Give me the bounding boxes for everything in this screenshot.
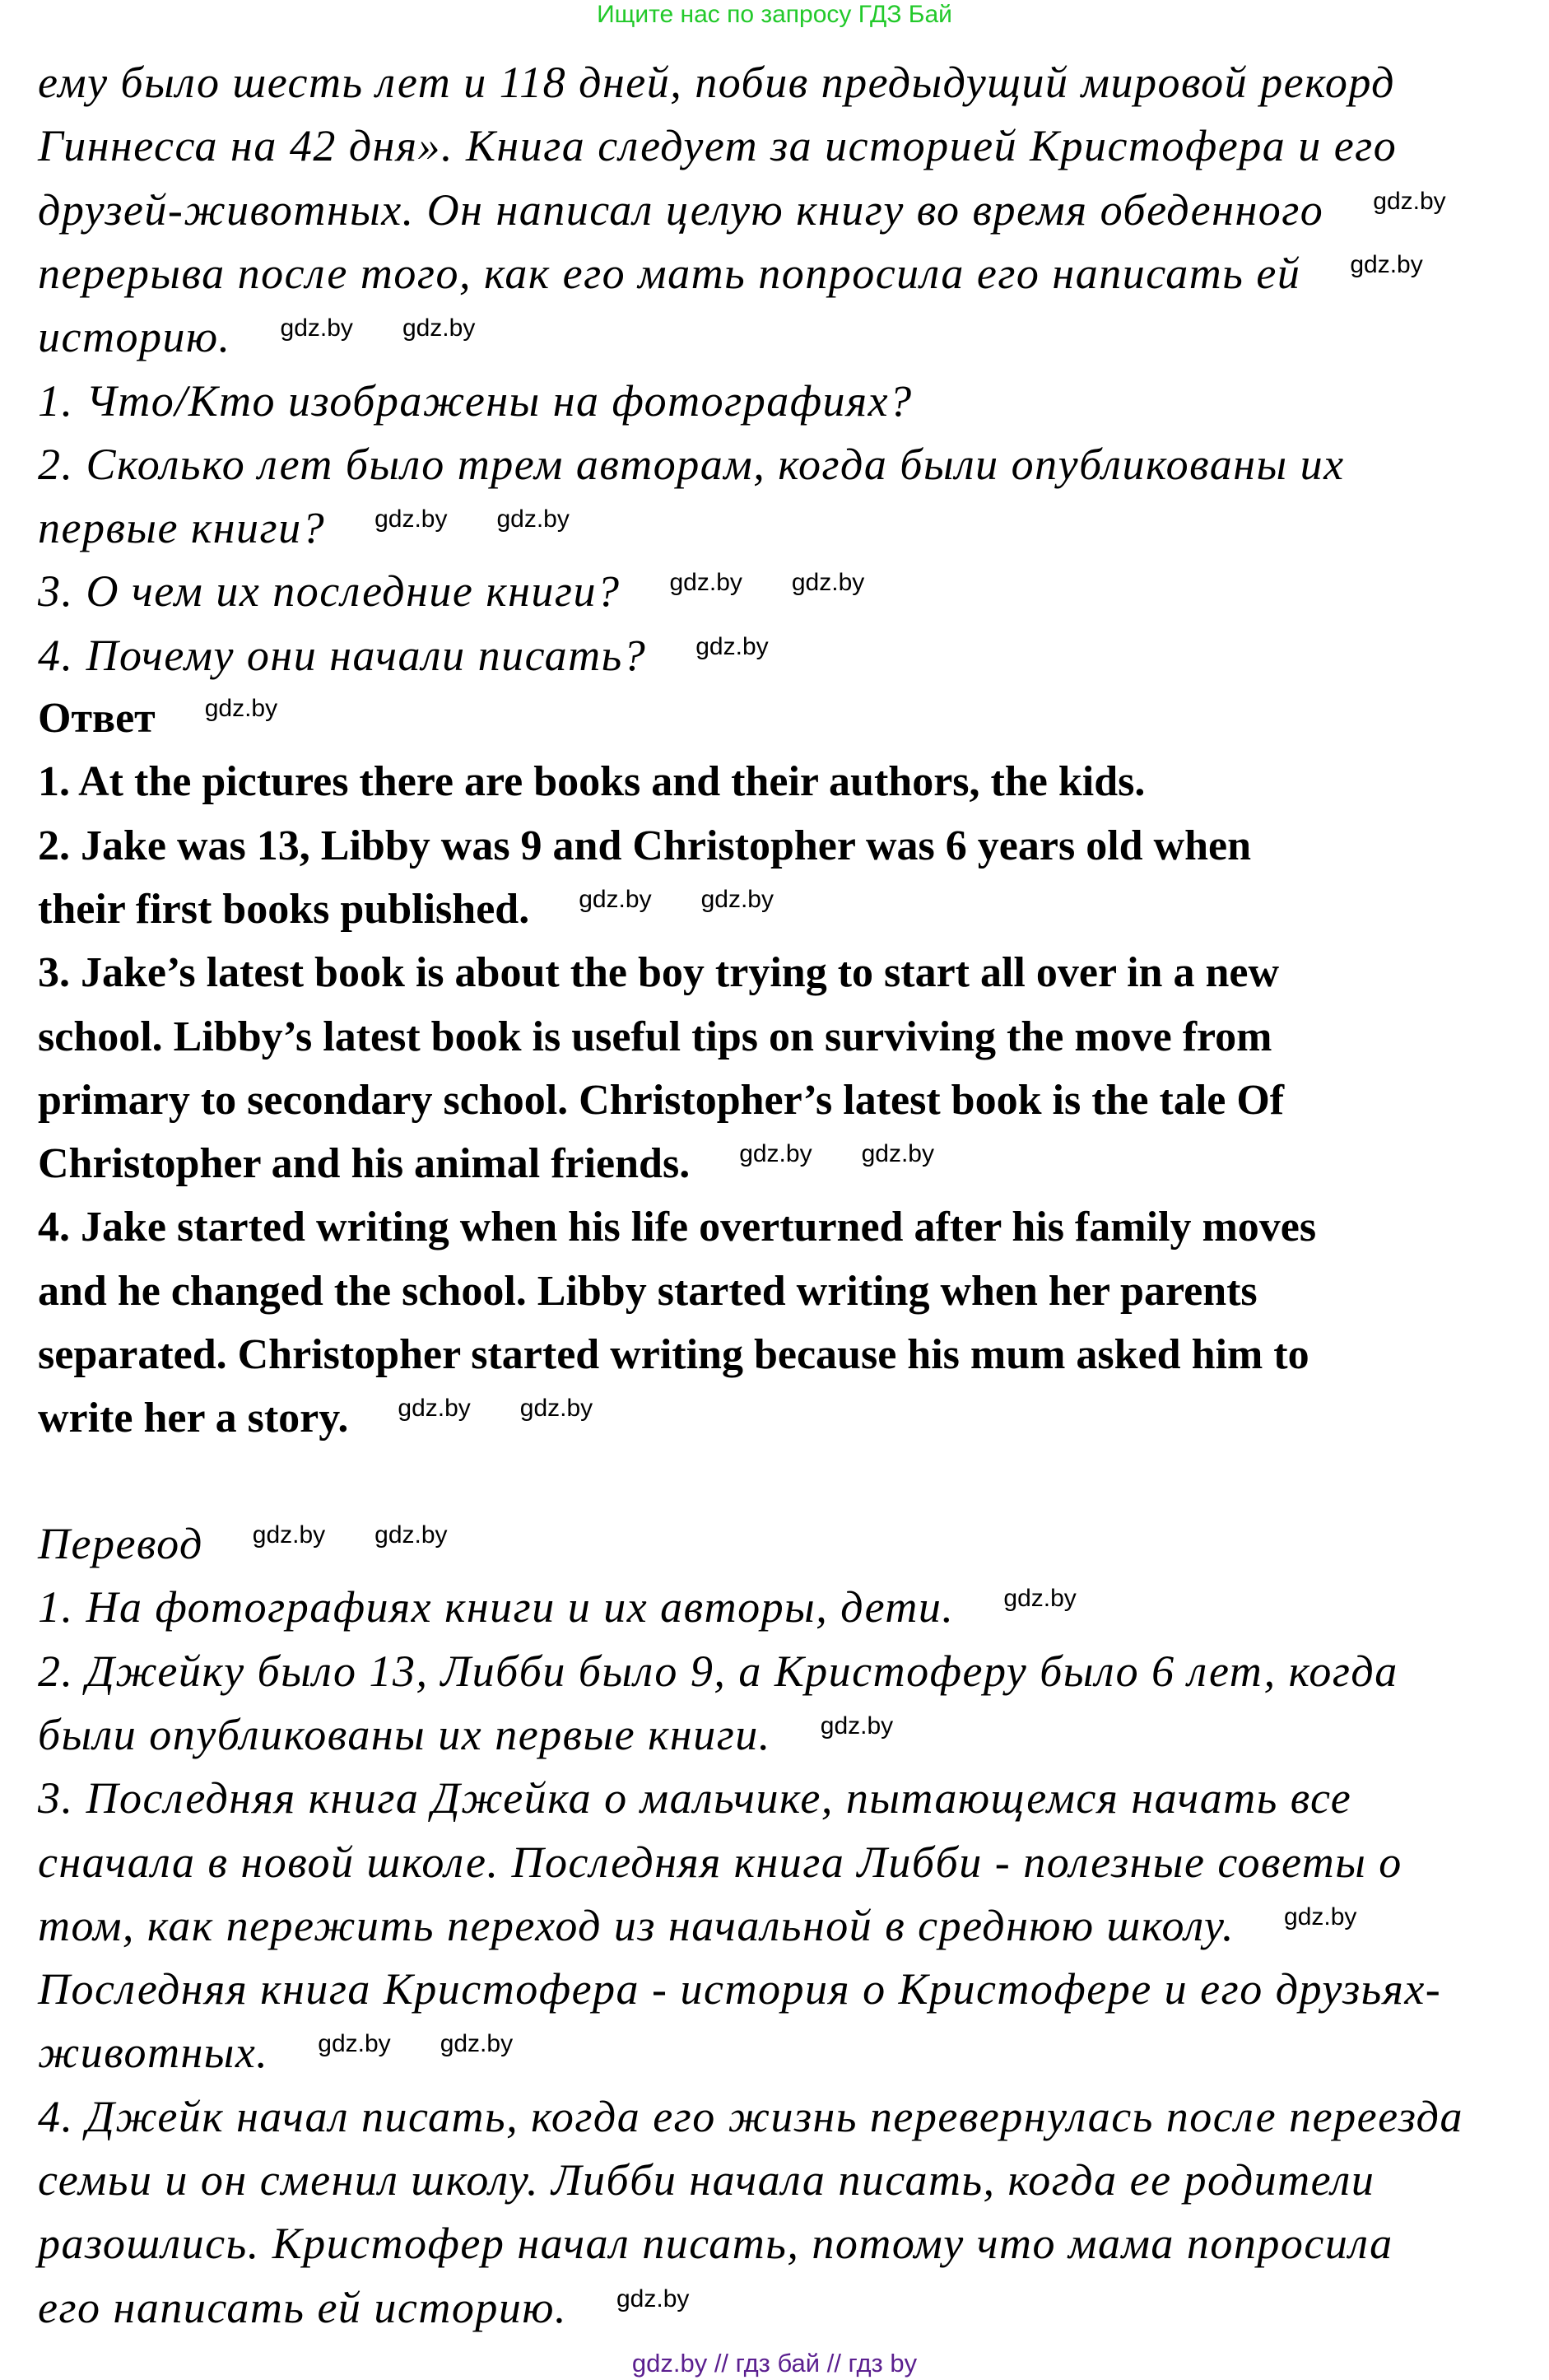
translation-line [38,2276,689,2339]
translation-line [38,2149,1375,2211]
text-line [38,179,1446,241]
watermark: gdz.by [318,2029,391,2057]
watermark: gdz.by [820,1712,894,1740]
answer-heading [38,687,277,750]
watermark: gdz.by [1003,1584,1077,1612]
translation-line [38,1767,1351,1829]
line-text: write her a story. [38,1395,349,1442]
watermark: gdz.by [739,1140,812,1168]
watermark: gdz.by [519,1395,593,1423]
text-line [38,878,774,941]
translation-line [38,2085,1463,2148]
line-text: разошлись. Кристофер начал писать, потому что мама попросила [38,2219,1393,2268]
text-line [38,433,1345,496]
text-line [38,560,864,622]
line-text: 4. Почему они начали писать? [38,631,647,680]
watermark: gdz.by [398,1395,471,1423]
line-text: 2. Джейку было 13, Либби было 9, а Кристоферу было 6 лет, когда [38,1646,1398,1696]
text-line [38,1196,1316,1259]
text-line [38,1133,934,1195]
text-line [38,1260,1258,1323]
line-text: and he changed the school. Libby started writing when her parents [38,1268,1258,1315]
line-text: историю. [38,312,231,361]
translation-line [38,2021,513,2084]
line-text: 2. Jake was 13, Libby was 9 and Christopher was 6 years old when [38,822,1252,869]
line-text: 3. Jake’s latest book is about the boy trying to start all over in a new [38,949,1279,996]
line-text: school. Libby’s latest book is useful tips on surviving the move from [38,1013,1272,1060]
watermark: gdz.by [700,886,774,914]
translation-line [38,2212,1393,2275]
line-text: были опубликованы их первые книги. [38,1710,771,1759]
line-text: Последняя книга Кристофера - история о Кристофере и его друзьях- [38,1964,1442,2014]
line-text: their first books published. [38,886,530,933]
watermark: gdz.by [280,314,353,342]
line-text: первые книги? [38,503,326,552]
watermark: gdz.by [374,1521,448,1549]
translation-line [38,1703,893,1766]
text-line [38,370,913,432]
line-text: семьи и он сменил школу. Либби начала писать, когда ее родители [38,2155,1375,2205]
watermark: gdz.by [695,632,769,660]
watermark: gdz.by [204,695,278,723]
line-text: 3. Последняя книга Джейка о мальчике, пытающемся начать все [38,1773,1352,1823]
line-text: ему было шесть лет и 118 дней, побив предыдущий мировой рекорд [38,58,1395,107]
watermark: gdz.by [252,1521,326,1549]
translation-line [38,1958,1441,2020]
line-text: том, как пережить переход из начальной в среднюю школу. [38,1901,1235,1950]
line-text: Гиннесса на 42 дня». Книга следует за историей Кристофера и его [38,121,1398,170]
watermark: gdz.by [861,1140,934,1168]
line-text: перерыва после того, как его мать попросила его написать ей [38,249,1301,298]
line-text: primary to secondary school. Christopher’s latest book is the tale Of [38,1077,1285,1124]
translation-line [38,1640,1398,1702]
line-text: 4. Jake started writing when his life overturned after his family moves [38,1204,1317,1251]
watermark: gdz.by [1284,1903,1357,1931]
line-text: Перевод [38,1519,203,1568]
line-text: 1. На фотографиях книги и их авторы, дети. [38,1582,955,1632]
watermark: gdz.by [402,314,476,342]
line-text: его написать ей историю. [38,2283,567,2332]
line-text: 2. Сколько лет было трем авторам, когда были опубликованы их [38,440,1345,489]
watermark: gdz.by [496,505,570,533]
line-text: 3. О чем их последние книги? [38,566,621,616]
text-line [38,242,1423,305]
watermark: gdz.by [791,568,865,596]
line-text: separated. Christopher started writing because his mum asked him to [38,1331,1309,1378]
text-line [38,942,1279,1004]
line-text: сначала в новой школе. Последняя книга Либби - полезные советы о [38,1837,1402,1887]
watermark: gdz.by [616,2285,690,2312]
translation-heading [38,1512,448,1575]
text-line [38,1324,1309,1386]
line-text: животных. [38,2028,269,2077]
line-text: Christopher and his animal friends. [38,1140,691,1187]
translation-line [38,1576,1077,1638]
line-text: 1. At the pictures there are books and their authors, the kids. [38,758,1146,805]
translation-line [38,1894,1356,1957]
line-text: друзей-животных. Он написал целую книгу во время обеденного [38,185,1324,235]
watermark: gdz.by [1350,250,1423,278]
line-text: 1. Что/Кто изображены на фотографиях? [38,376,913,426]
watermark: gdz.by [1373,187,1446,215]
watermark: gdz.by [579,886,652,914]
line-text: Ответ [38,695,156,742]
text-line [38,1006,1272,1069]
search-banner: Ищите нас по запросу ГДЗ Бай [597,1,952,28]
line-text: 4. Джейк начал писать, когда его жизнь перевернулась после переезда [38,2092,1463,2141]
text-line [38,305,475,368]
footer-links[interactable]: gdz.by // гдз бай // гдз by [631,2349,918,2378]
watermark: gdz.by [440,2029,514,2057]
translation-line [38,1831,1402,1893]
watermark: gdz.by [669,568,742,596]
text-line [38,496,570,559]
watermark: gdz.by [374,505,448,533]
text-line [38,815,1251,878]
text-line [38,51,1395,114]
text-line [38,751,1145,813]
text-line [38,624,769,687]
text-line [38,1069,1284,1132]
text-line [38,114,1397,177]
text-line [38,1387,593,1450]
